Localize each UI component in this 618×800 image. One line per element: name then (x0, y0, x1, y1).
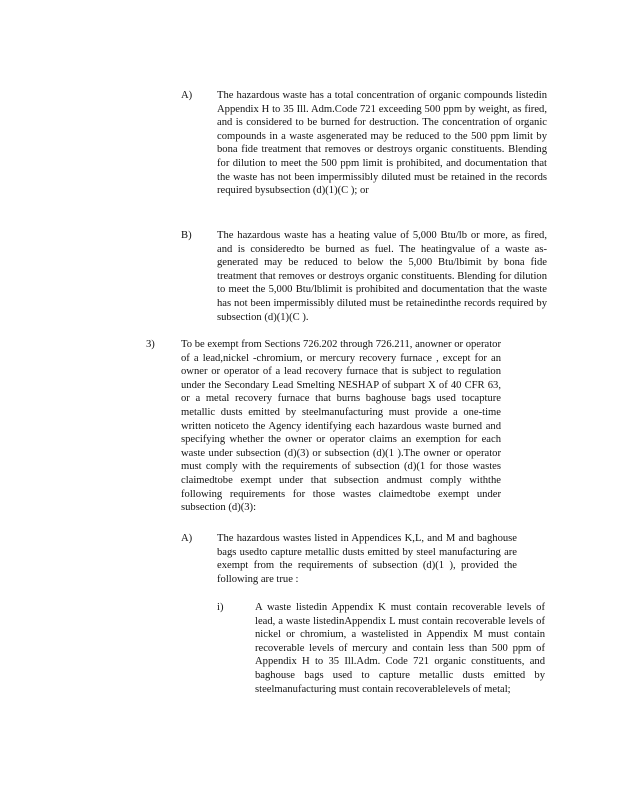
paragraph-b1: The hazardous waste has a heating value of 5,000 Btu/lb or more, as fired, and is consideredto be burned as fuel. The heatingvalue of a waste as-generated may be reduced to below the 5,000 Btu/lbimit by bona fide treatment that removes or destroys organic constituents. Blending for dilution to meet the 5,000 Btu/lblimit is prohibited and documentation that the waste has not been impermissibly diluted must be retainedinthe records required by subsection (d)(1)(C ). (217, 230, 547, 323)
paragraph-a2: The hazardous wastes listed in Appendices K,L, and M and baghouse bags usedto capture metallic dusts emitted by steel manufacturing are exempt from the requirements of subsection (d)(1 ), provided the following are true : (217, 533, 517, 585)
item-label-a1: A) (181, 90, 193, 101)
paragraph-3: To be exempt from Sections 726.202 through 726.211, anowner or operator of a lead,nickel -chromium, or mercury recovery furnace , except for an owner or operator of a lead recovery furnace that is subject to regulation under the Secondary Lead Smelting NESHAP of subpart X of 40 CFR 63, or a metal recovery furnace that burns baghouse bags used tocapture metallic dusts emitted by steelmanufacturing must provide a one-time written noticeto the Agency identifying each hazardous waste burned and specifying whether the owner or operator claims an exemption for each waste under subsection (d)(3) or subsection (d)(1 ).The owner or operator must comply with the requirements of subsection (d)(1 for those wastes claimedtobe exempt under that subsection andmust comply withthe following requirements for those wastes claimedtobe exempt under subsection (d)(3): (181, 339, 501, 514)
item-label-b1: B) (181, 230, 192, 241)
item-label-i: i) (217, 602, 224, 613)
paragraph-i: A waste listedin Appendix K must contain recoverable levels of lead, a waste listedinAppendix L must contain recoverable levels of nickel or chromium, a wastelisted in Appendix M must contain recoverable levels of mercury and contain less than 500 ppm of Appendix H to 35 Ill.Adm. Code 721 organic constituents, and baghouse bags used to capture metallic dusts emitted by steelmanufacturing must contain recoverablelevels of metal; (255, 602, 545, 695)
item-label-a2: A) (181, 533, 193, 544)
paragraph-a1: The hazardous waste has a total concentration of organic compounds listedin Appendix H to 35 Ill. Adm.Code 721 exceeding 500 ppm by weight, as fired, and is considered to be burned for destruction. The concentration of organic compounds in a waste asgenerated may be reduced to the 500 ppm limit by bona fide treatment that removes or destroys organic constituents. Blending for dilution to meet the 500 ppm limit is prohibited, and documentation that the waste has not been impermissibly diluted must be retained in the records required bysubsection (d)(1)(C ); or (217, 90, 547, 197)
item-label-3: 3) (146, 339, 155, 350)
